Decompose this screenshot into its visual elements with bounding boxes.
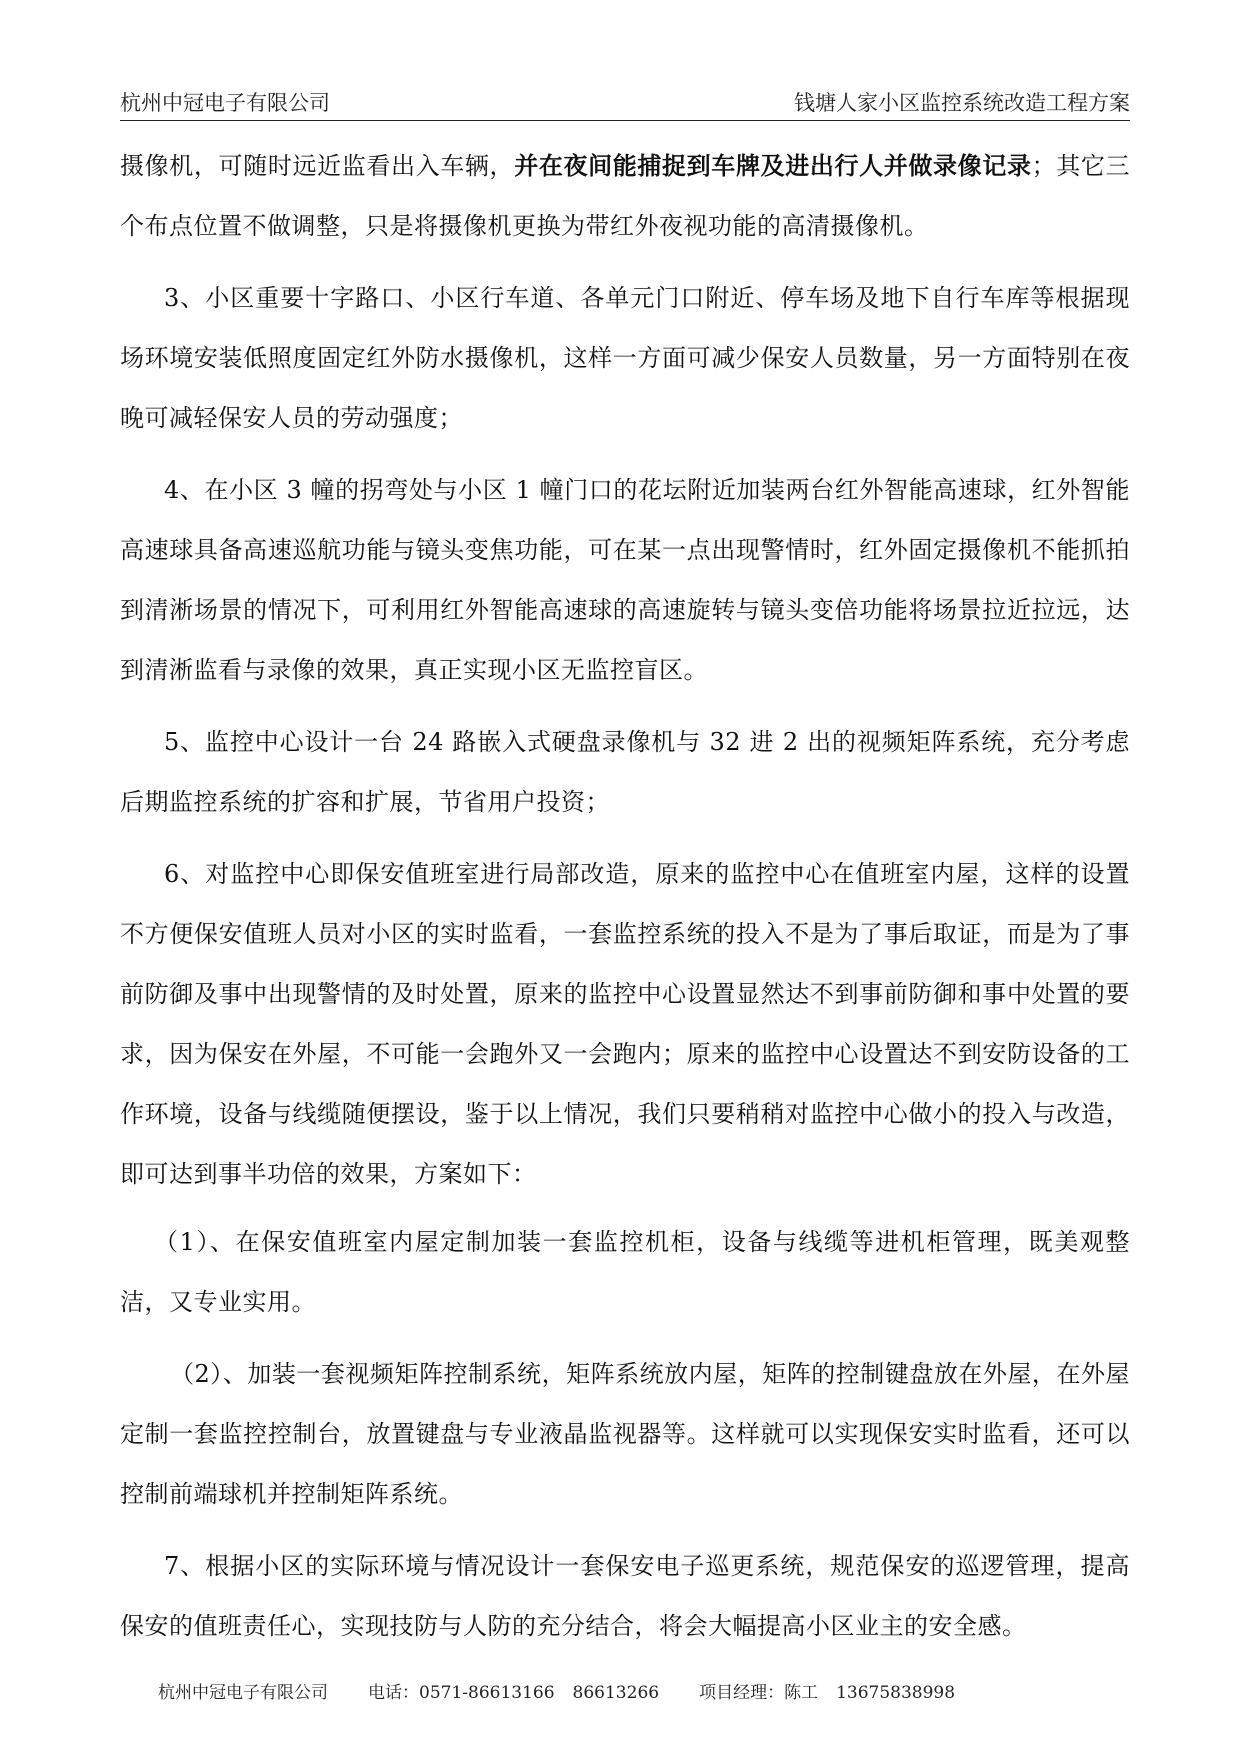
paragraph-bold-text: 并在夜间能捕捉到车牌及进出行人并做录像记录 — [514, 151, 1032, 180]
paragraph-subitem-1: （1）、在保安值班室内屋定制加装一套监控机柜，设备与线缆等进机柜管理，既美观整洁，又专业实用。 — [120, 1228, 1130, 1316]
document-body — [120, 136, 1130, 1656]
page-header — [120, 86, 1130, 121]
header-company: 杭州中冠电子有限公司 — [120, 91, 330, 115]
footer-manager-name: 陈工 — [784, 1683, 819, 1703]
footer-phone-1: 0571-86613166 — [419, 1683, 555, 1703]
paragraph-item-6: 6、对监控中心即保安值班室进行局部改造，原来的监控中心在值班室内屋，这样的设置不方便保安值班人员对小区的实时监看，一套监控系统的投入不是为了事后取证，而是为了事前防御及事中出现警情的及时处置，原来的监控中心设置显然达不到事前防御和事中处置的要求，因为保安在外屋，不可能一会跑外又一会跑内；原来的监控中心设置达不到安防设备的工作环境，设备与线缆随便摆设，鉴于以上情况，我们只要稍稍对监控中心做小的投入与改造，即可达到事半功倍的效果，方案如下： — [120, 860, 1130, 1188]
paragraph-item-3: 3、小区重要十字路口、小区行车道、各单元门口附近、停车场及地下自行车库等根据现场环境安装低照度固定红外防水摄像机，这样一方面可减少保安人员数量，另一方面特别在夜晚可减轻保安人员的劳动强度； — [120, 284, 1130, 432]
paragraph-item-4: 4、在小区 3 幢的拐弯处与小区 1 幢门口的花坛附近加装两台红外智能高速球，红外智能高速球具备高速巡航功能与镜头变焦功能，可在某一点出现警情时，红外固定摄像机不能抓拍到清淅场景的情况下，可利用红外智能高速球的高速旋转与镜头变倍功能将场景拉近拉远，达到清淅监看与录像的效果，真正实现小区无监控盲区。 — [120, 476, 1130, 684]
paragraph-item-5: 5、监控中心设计一台 24 路嵌入式硬盘录像机与 32 进 2 出的视频矩阵系统，充分考虑后期监控系统的扩容和扩展，节省用户投资； — [120, 728, 1130, 816]
paragraph-text: ；其它三个布点位置不做调整，只是将摄像机更换为带红外夜视功能的高清摄像机。 — [120, 152, 1131, 240]
paragraph-subitem-2: （2）、加装一套视频矩阵控制系统，矩阵系统放内屋，矩阵的控制键盘放在外屋，在外屋定制一套监控控制台，放置键盘与专业液晶监视器等。这样就可以实现保安实时监看，还可以控制前端球机并控制矩阵系统。 — [120, 1360, 1130, 1508]
paragraph-continuation — [120, 136, 1130, 256]
page-footer — [158, 1680, 955, 1706]
paragraph-item-7: 7、根据小区的实际环境与情况设计一套保安电子巡更系统，规范保安的巡逻管理，提高保安的值班责任心，实现技防与人防的充分结合，将会大幅提高小区业主的安全感。 — [120, 1552, 1130, 1640]
footer-mobile: 13675838998 — [836, 1683, 956, 1703]
paragraph-text: 摄像机，可随时远近监看出入车辆， — [120, 152, 515, 180]
header-document-title: 钱塘人家小区监控系统改造工程方案 — [794, 91, 1130, 115]
footer-company: 杭州中冠电子有限公司 — [158, 1683, 328, 1703]
footer-manager-label: 项目经理： — [699, 1683, 785, 1703]
footer-phone-label: 电话： — [368, 1683, 419, 1703]
footer-phone-2: 86613266 — [572, 1683, 660, 1703]
